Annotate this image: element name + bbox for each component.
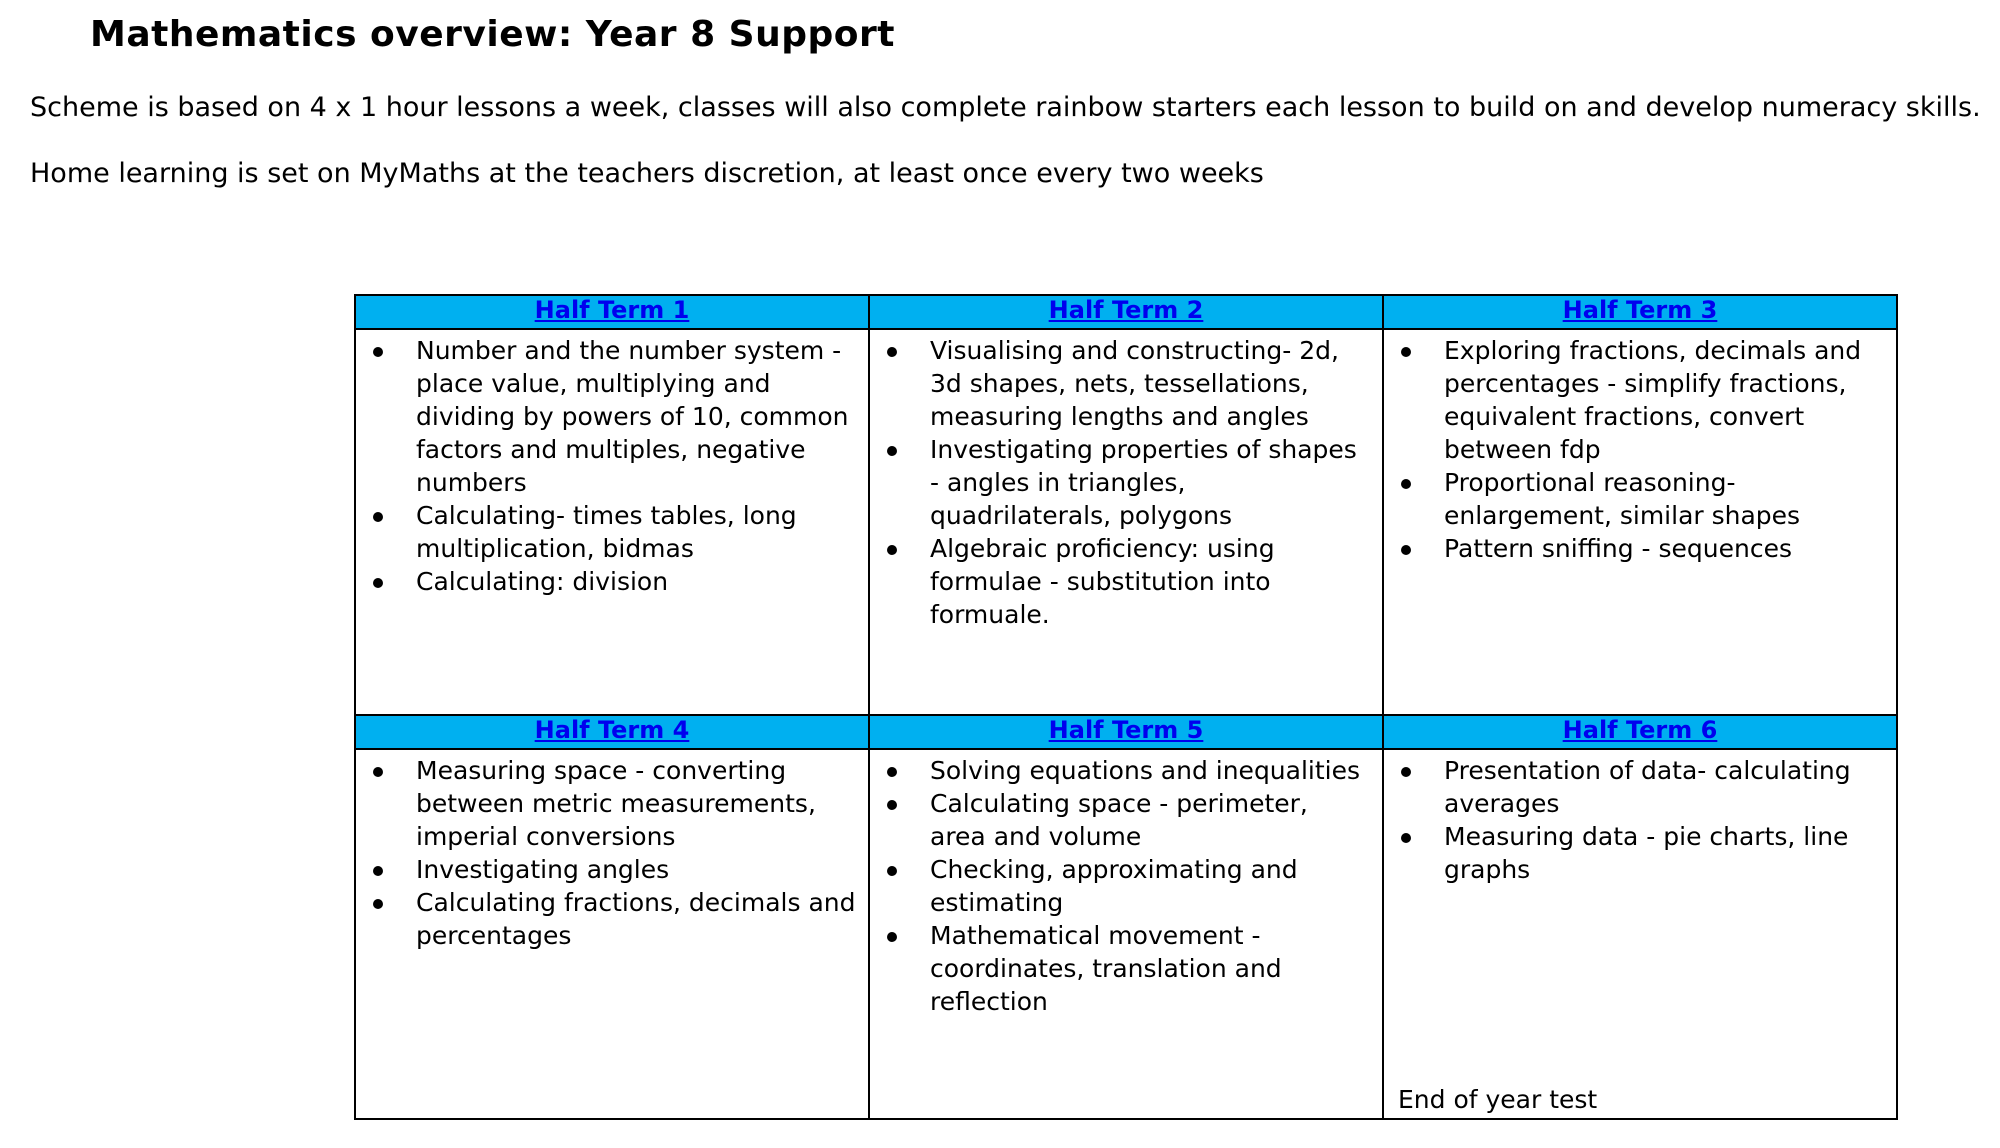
half-term-6-header (1383, 715, 1897, 749)
topic-item: Calculating: division (416, 565, 856, 598)
half-term-6-cell (1383, 749, 1897, 1119)
page-title: Mathematics overview: Year 8 Support (90, 14, 895, 55)
half-term-4-topic-list (356, 754, 868, 952)
content-row-2 (355, 749, 1897, 1119)
topic-item: Calculating space - perimeter, area and volume (930, 787, 1370, 853)
topic-item: Calculating fractions, decimals and percentages (416, 888, 856, 950)
intro-lessons-text: Scheme is based on 4 x 1 hour lessons a week, classes will also complete rainbow starters each lesson to build on and develop numeracy skills. (30, 92, 1981, 123)
content-row-1 (355, 329, 1897, 715)
half-term-2-link[interactable]: Half Term 2 (1048, 296, 1204, 324)
intro-homework-text: Home learning is set on MyMaths at the teachers discretion, at least once every two weeks (30, 158, 1264, 189)
half-term-1-topic-list (356, 334, 868, 598)
half-term-5-topic-list (870, 754, 1382, 1018)
topic-item: Checking, approximating and estimating (930, 853, 1370, 919)
half-term-1-link[interactable]: Half Term 1 (534, 296, 690, 324)
half-term-3-header (1383, 295, 1897, 329)
half-term-overview-table (354, 294, 1898, 1120)
topic-item: Pattern sniffing - sequences (1444, 532, 1884, 565)
topic-item: Calculating- times tables, long multiplication, bidmas (416, 499, 856, 565)
topic-item: Solving equations and inequalities (930, 754, 1370, 787)
topic-item: Measuring space - converting between metric measurements, imperial conversions (416, 754, 856, 853)
half-term-2-topic-list (870, 334, 1382, 631)
topic-item: Proportional reasoning- enlargement, similar shapes (1444, 466, 1884, 532)
topic-item: Mathematical movement - coordinates, translation and reflection (930, 919, 1370, 1018)
half-term-2-cell (869, 329, 1383, 715)
topic-item: Investigating properties of shapes - angles in triangles, quadrilaterals, polygons (930, 433, 1370, 532)
half-term-4-header (355, 715, 869, 749)
half-term-3-topic-list (1384, 334, 1896, 565)
half-term-4-cell (355, 749, 869, 1119)
half-term-2-header (869, 295, 1383, 329)
topic-item: Presentation of data- calculating averages (1444, 754, 1884, 820)
topic-item: Number and the number system - place value, multiplying and dividing by powers of 10, common factors and multiples, negative numbers (416, 334, 856, 499)
topic-item: Algebraic proficiency: using formulae - substitution into formuale. (930, 532, 1370, 631)
topic-item: Investigating angles (416, 853, 856, 886)
half-term-6-link[interactable]: Half Term 6 (1562, 716, 1718, 744)
header-row-2 (355, 715, 1897, 749)
half-term-4-link[interactable]: Half Term 4 (534, 716, 690, 744)
topic-item: Exploring fractions, decimals and percentages - simplify fractions, equivalent fractions, convert between fdp (1444, 334, 1884, 466)
end-of-year-test-note: End of year test (1398, 1085, 1598, 1114)
half-term-5-link[interactable]: Half Term 5 (1048, 716, 1204, 744)
half-term-1-cell (355, 329, 869, 715)
topic-item: Visualising and constructing- 2d, 3d shapes, nets, tessellations, measuring lengths and angles (930, 334, 1370, 433)
header-row-1 (355, 295, 1897, 329)
half-term-3-cell (1383, 329, 1897, 715)
half-term-3-link[interactable]: Half Term 3 (1562, 296, 1718, 324)
half-term-5-cell (869, 749, 1383, 1119)
half-term-1-header (355, 295, 869, 329)
half-term-5-header (869, 715, 1383, 749)
half-term-6-topic-list (1384, 754, 1896, 886)
topic-item: Measuring data - pie charts, line graphs (1444, 820, 1884, 886)
